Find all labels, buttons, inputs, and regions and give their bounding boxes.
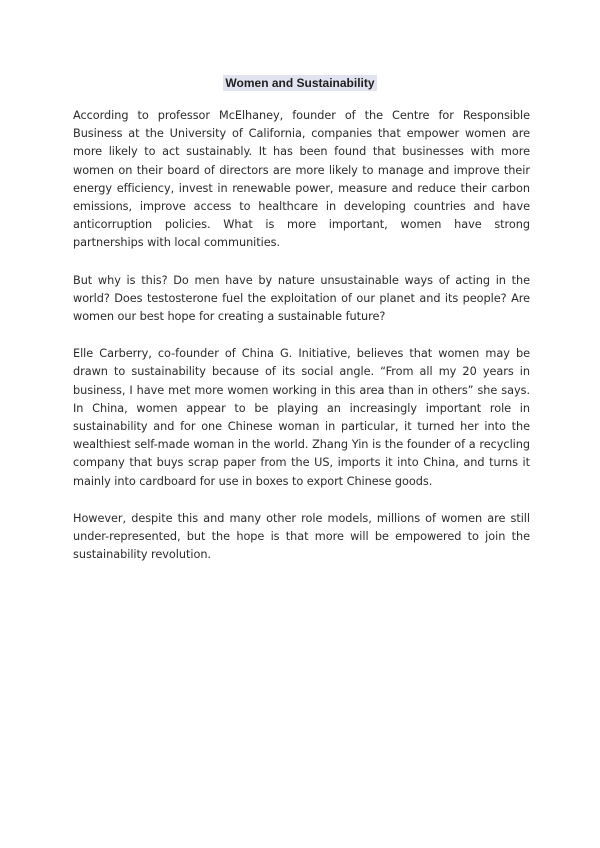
document-body	[73, 107, 530, 583]
paragraph-3: Elle Carberry, co-founder of China G. Initiative, believes that women may be drawn to sustainability because of its social angle. “From all my 20 years in business, I have met more women working in this area than in others” she says. In China, women appear to be playing an increasingly important role in sustainability and for one Chinese woman in particular, it turned her into the wealthiest self-made woman in the world. Zhang Yin is the founder of a recycling company that buys scrap paper from the US, imports it into China, and turns it mainly into cardboard for use in boxes to export Chinese goods.	[73, 347, 530, 488]
paragraph-2: But why is this? Do men have by nature unsustainable ways of acting in the world? Does testosterone fuel the exploitation of our planet and its people? Are women our best hope for creating a sustainable future?	[73, 273, 530, 324]
title-container	[0, 72, 600, 91]
document-title: Women and Sustainability	[225, 76, 375, 90]
paragraph-4: However, despite this and many other role models, millions of women are still under-represented, but the hope is that more will be empowered to join the sustainability revolution.	[73, 511, 530, 562]
paragraph-1: According to professor McElhaney, founder of the Centre for Responsible Business at the University of California, companies that empower women are more likely to act sustainably. It has been found that businesses with more women on their board of directors are more likely to manage and improve their energy efficiency, invest in renewable power, measure and reduce their carbon emissions, improve access to healthcare in developing countries and have anticorruption policies. What is more important, women have strong partnerships with local communities.	[73, 109, 530, 250]
